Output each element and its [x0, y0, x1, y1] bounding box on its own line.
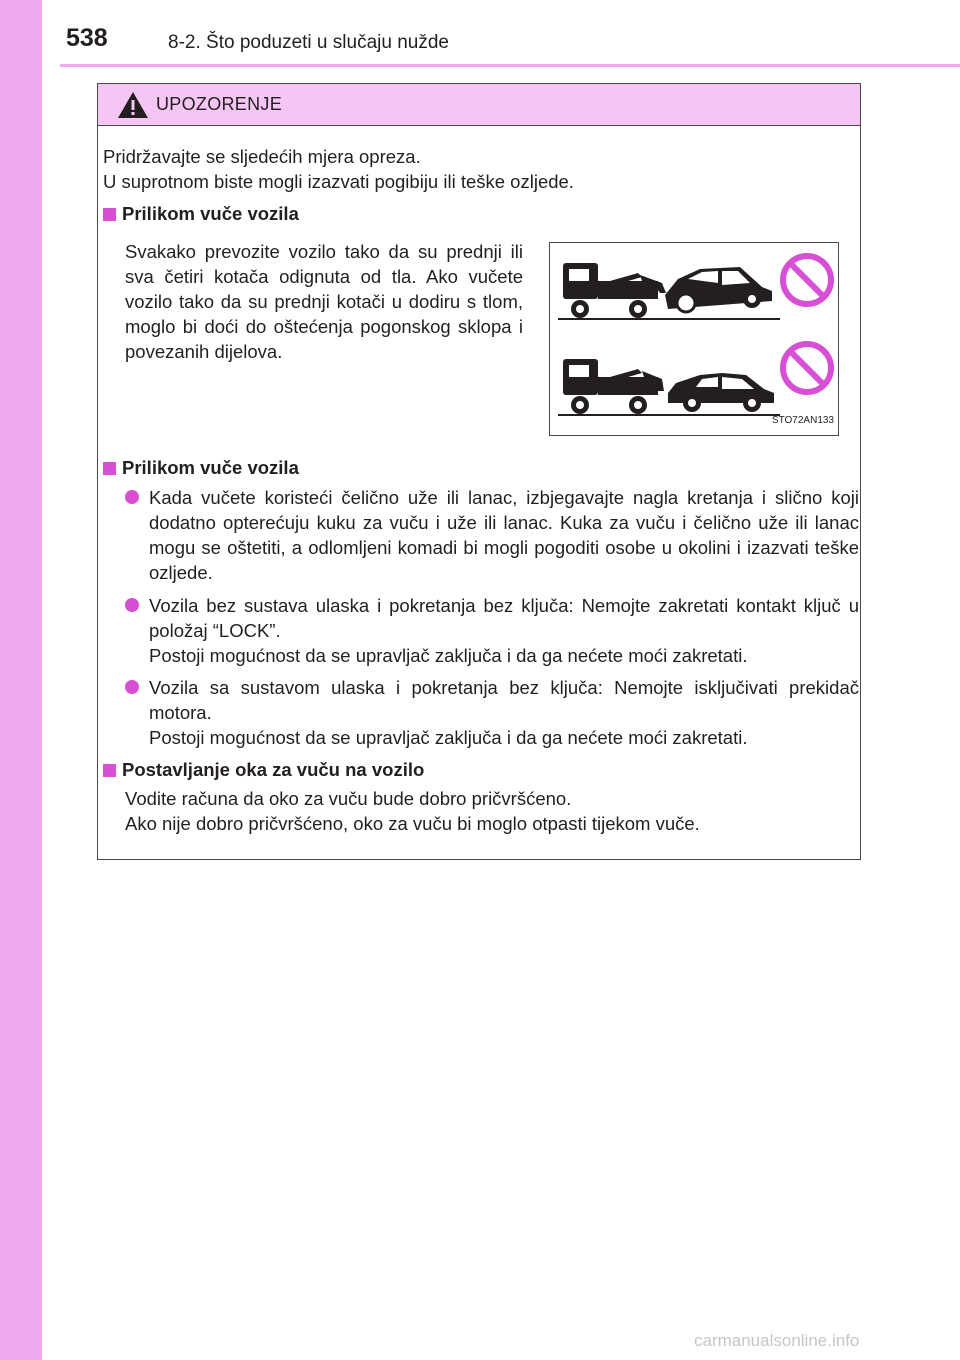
figure-code: STO72AN133: [771, 415, 834, 426]
list-item: [125, 675, 859, 750]
square-bullet-icon: [103, 208, 116, 221]
warning-intro: [103, 144, 574, 194]
list-item: [125, 485, 859, 585]
bullet-note: Postoji mogućnost da se upravljač zaključa i da ga nećete moći zakretati.: [149, 645, 748, 666]
section-heading-tow-eye: Postavljanje oka za vuču na vozilo: [103, 757, 424, 782]
warning-box: [97, 83, 861, 860]
tow-truck-icon: [563, 359, 664, 414]
intro-line-2: U suprotnom biste mogli izazvati pogibiju ili teške ozljede.: [103, 171, 574, 192]
square-bullet-icon: [103, 764, 116, 777]
warning-triangle-icon: [116, 90, 150, 120]
section-title: 8-2. Što poduzeti u slučaju nužde: [168, 32, 449, 53]
tow-eye-paragraph: [125, 786, 859, 836]
towing-paragraph: Svakako prevozite vozilo tako da su prednji ili sva četiri kotača odignuta od tla. Ako vučete vozilo tako da su prednji kotači u dodiru s tlom, moglo bi doći do oštećenja pogonskog sklopa i povezanih dijelova.: [125, 241, 523, 362]
prohibited-icon: [783, 256, 831, 304]
bullet-main: Vozila sa sustavom ulaska i pokretanja bez ključa: Nemojte isključivati prekidač motora.: [149, 677, 859, 723]
bullet-text: Kada vučete koristeći čelično uže ili lanac, izbjegavajte nagla kretanja i slično koji dodatno opterećuju kuku za vuču i uže ili lanac. Kuka za vuču i čelično uže ili lanac mogu se oštetiti, a odlomljeni komadi bi mogli pogoditi osobe u okolini i izazvati teške ozljede.: [149, 487, 859, 583]
intro-line-1: Pridržavajte se sljedećih mjera opreza.: [103, 146, 421, 167]
tow-truck-icon: [563, 263, 666, 318]
square-bullet-icon: [103, 462, 116, 475]
section-heading-towing: Prilikom vuče vozila: [103, 201, 299, 226]
tow-eye-line-2: Ako nije dobro pričvršćeno, oko za vuču bi moglo otpasti tijekom vuče.: [125, 813, 700, 834]
watermark: carmanualsonline.info: [694, 1331, 860, 1350]
round-bullet-icon: [125, 680, 139, 694]
section-heading-towing-2: Prilikom vuče vozila: [103, 455, 299, 480]
bullet-text: [149, 675, 859, 750]
towing-illustration: [549, 242, 839, 436]
bullet-note: Postoji mogućnost da se upravljač zaključa i da ga nećete moći zakretati.: [149, 727, 748, 748]
warning-title: UPOZORENJE: [156, 94, 283, 114]
header-rule: [60, 64, 960, 67]
round-bullet-icon: [125, 598, 139, 612]
bullet-main: Vozila bez sustava ulaska i pokretanja bez ključa: Nemojte zakretati kontakt ključ u položaj “LOCK”.: [149, 595, 859, 641]
warning-header: [98, 84, 860, 126]
side-color-strip: [0, 0, 42, 1360]
list-item: [125, 593, 859, 668]
prohibited-icon: [783, 344, 831, 392]
tow-eye-line-1: Vodite računa da oko za vuču bude dobro pričvršćeno.: [125, 788, 572, 809]
page-number: 538: [66, 24, 108, 52]
bullet-text: [149, 593, 859, 668]
car-icon: [668, 373, 774, 412]
round-bullet-icon: [125, 490, 139, 504]
car-icon: [665, 267, 772, 312]
